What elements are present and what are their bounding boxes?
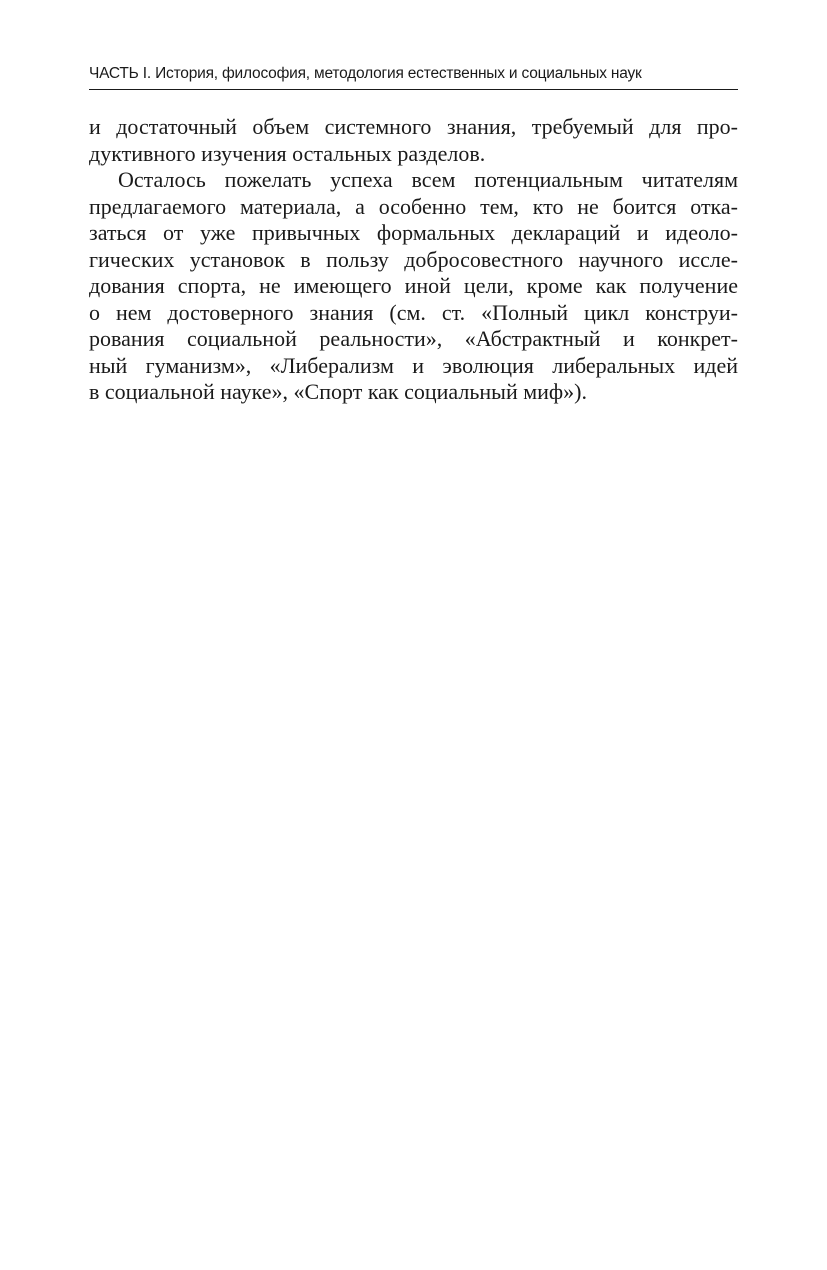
text-line: заться от уже привычных формальных деклараций и идеоло-	[89, 220, 738, 245]
text-line: в социальной науке», «Спорт как социальный миф»).	[89, 379, 588, 404]
text-line: гических установок в пользу добросовестного научного иссле-	[89, 246, 738, 272]
body-text	[89, 114, 738, 406]
header-rule	[89, 89, 738, 90]
text-line: Осталось пожелать успеха всем потенциальным читателям	[118, 167, 738, 192]
text-line: дования спорта, не имеющего иной цели, кроме как получение	[89, 273, 738, 298]
text-line: предлагаемого материала, а особенно тем, кто не боится отка-	[89, 193, 738, 219]
text-line: рования социальной реальности», «Абстрактный и конкрет-	[89, 326, 738, 351]
text-line: о нем достоверного знания (см. ст. «Полный цикл конструи-	[89, 299, 738, 325]
text-line: и достаточный объем системного знания, требуемый для про-	[89, 114, 738, 139]
running-head: ЧАСТЬ I. История, философия, методология естественных и социальных наук	[89, 65, 642, 82]
paragraph-2	[89, 167, 738, 406]
text-line: дуктивного изучения остальных разделов.	[89, 140, 486, 166]
paragraph-1	[89, 114, 738, 167]
text-line: ный гуманизм», «Либерализм и эволюция либеральных идей	[89, 352, 738, 378]
